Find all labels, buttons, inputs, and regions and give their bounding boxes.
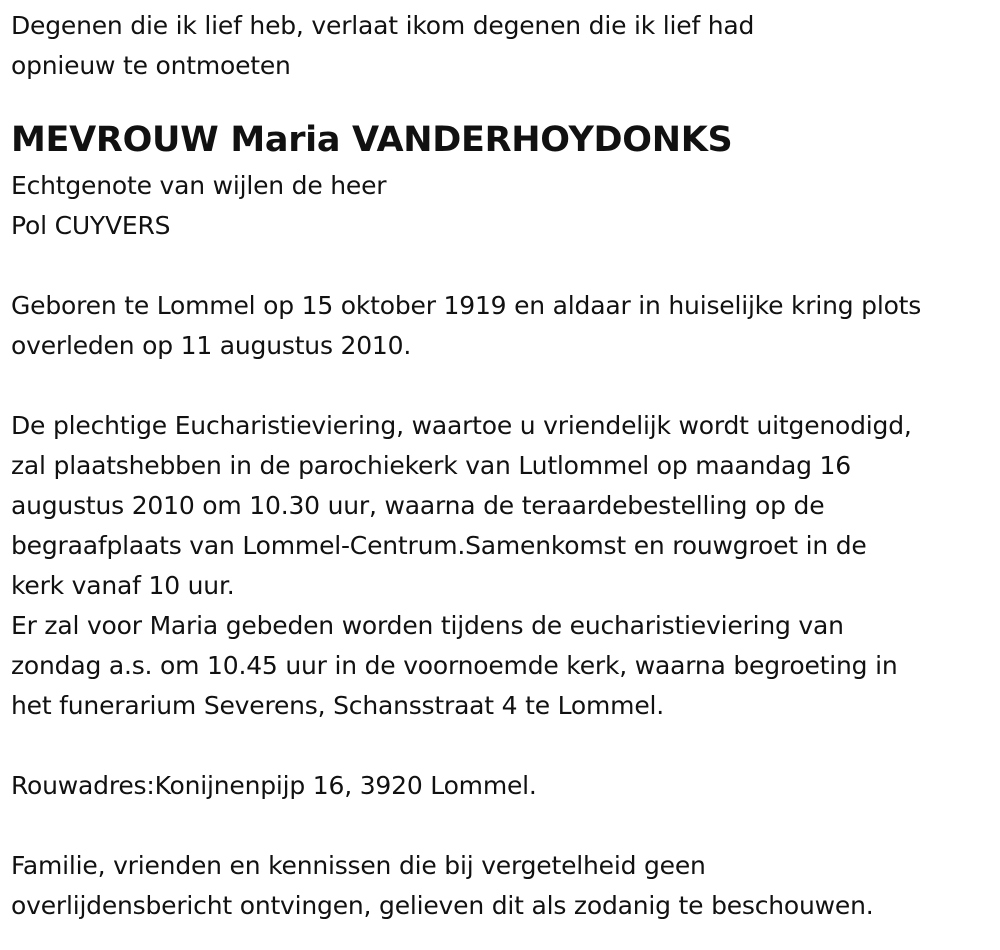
ceremony-paragraph	[11, 406, 996, 726]
paragraph-line: De plechtige Eucharistieviering, waartoe u vriendelijk wordt uitgenodigd,	[11, 411, 912, 440]
paragraph-line: zondag a.s. om 10.45 uur in de voornoemde kerk, waarna begroeting in	[11, 651, 898, 680]
obituary-notice	[11, 6, 996, 926]
paragraph-line: begraafplaats van Lommel-Centrum.Samenkomst en rouwgroet in de	[11, 531, 867, 560]
spouse-line: Echtgenote van wijlen de heer	[11, 171, 387, 200]
motto-line: opnieuw te ontmoeten	[11, 51, 291, 80]
paragraph-line: zal plaatshebben in de parochiekerk van Lutlommel op maandag 16	[11, 451, 851, 480]
paragraph-line: kerk vanaf 10 uur.	[11, 571, 235, 600]
paragraph-line: Geboren te Lommel op 15 oktober 1919 en aldaar in huiselijke kring plots	[11, 291, 922, 320]
birth-death-paragraph	[11, 286, 996, 366]
spacer	[11, 366, 996, 406]
spacer	[11, 806, 996, 846]
closing-paragraph	[11, 846, 996, 926]
paragraph-line: Er zal voor Maria gebeden worden tijdens de eucharistieviering van	[11, 611, 844, 640]
paragraph-line: augustus 2010 om 10.30 uur, waarna de teraardebestelling op de	[11, 491, 825, 520]
paragraph-line: Familie, vrienden en kennissen die bij vergetelheid geen	[11, 851, 706, 880]
mourning-address: Rouwadres:Konijnenpijp 16, 3920 Lommel.	[11, 771, 537, 800]
spacer	[11, 246, 996, 286]
spouse-name: Pol CUYVERS	[11, 211, 171, 240]
paragraph-line: overlijdensbericht ontvingen, gelieven dit als zodanig te beschouwen.	[11, 891, 874, 920]
motto-line: Degenen die ik lief heb, verlaat ikom degenen die ik lief had	[11, 11, 755, 40]
spouse-info	[11, 166, 996, 246]
paragraph-line: het funerarium Severens, Schansstraat 4 te Lommel.	[11, 691, 665, 720]
paragraph-line: overleden op 11 augustus 2010.	[11, 331, 412, 360]
motto	[11, 6, 996, 86]
deceased-name: MEVROUW Maria VANDERHOYDONKS	[11, 120, 733, 160]
spacer	[11, 726, 996, 766]
